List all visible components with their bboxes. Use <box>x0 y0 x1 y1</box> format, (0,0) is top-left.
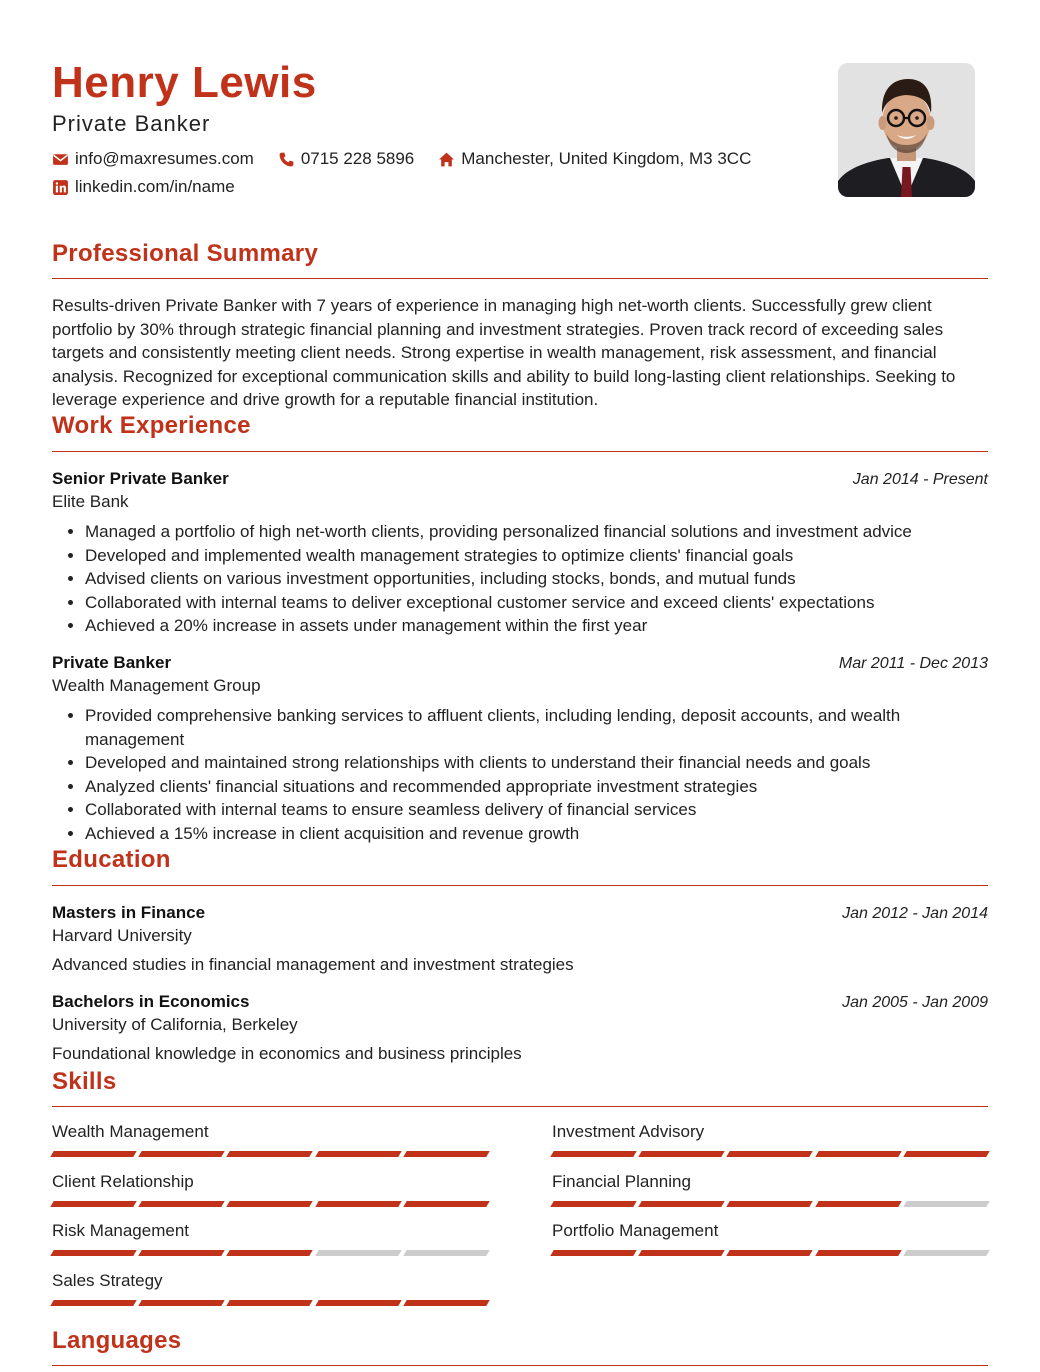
skill-item <box>52 1172 488 1207</box>
skill-segment-filled <box>315 1300 402 1306</box>
contact-row-1 <box>52 149 751 169</box>
linkedin-icon <box>52 179 69 196</box>
education-description: Foundational knowledge in economics and business principles <box>52 1044 522 1063</box>
skill-name: Financial Planning <box>552 1172 691 1191</box>
list-item: • Analyzed clients' financial situations and recommended appropriate investment strategies <box>85 775 988 799</box>
contact-row-2 <box>52 177 235 197</box>
skill-segment-filled <box>315 1201 402 1207</box>
job-dates: Jan 2014 - Present <box>852 471 988 488</box>
experience-entry <box>52 653 988 846</box>
skill-segment-filled <box>550 1250 637 1256</box>
section-title-summary: Professional Summary <box>52 240 319 267</box>
skill-name: Risk Management <box>52 1221 190 1240</box>
skill-name: Portfolio Management <box>552 1221 719 1240</box>
envelope-icon <box>52 151 69 168</box>
contact-linkedin[interactable] <box>52 177 235 197</box>
list-item: • Collaborated with internal teams to deliver exceptional customer service and exceed clients' expectations <box>85 591 988 615</box>
home-icon <box>438 151 455 168</box>
skill-segment-filled <box>815 1201 902 1207</box>
responsibility-list <box>52 704 988 846</box>
skill-level-bar <box>52 1300 488 1306</box>
list-item: • Developed and maintained strong relationships with clients to understand their financial needs and goals <box>85 751 988 775</box>
skill-name: Wealth Management <box>52 1122 209 1141</box>
skill-segment-filled <box>50 1250 137 1256</box>
list-item: • Developed and implemented wealth management strategies to optimize clients' financial goals <box>85 544 988 568</box>
skill-segment-empty <box>403 1250 490 1256</box>
section-divider <box>52 278 988 279</box>
skill-segment-empty <box>315 1250 402 1256</box>
skill-segment-filled <box>227 1151 314 1157</box>
list-item: • Managed a portfolio of high net-worth clients, providing personalized financial solutions and investment advice <box>85 520 988 544</box>
skill-level-bar <box>552 1250 988 1256</box>
contact-location <box>438 149 751 169</box>
skill-segment-filled <box>403 1201 490 1207</box>
section-divider <box>52 451 988 452</box>
skill-item <box>52 1271 488 1306</box>
skill-segment-filled <box>727 1250 814 1256</box>
skill-segment-empty <box>903 1201 990 1207</box>
experience-entry <box>52 469 988 638</box>
section-title-skills: Skills <box>52 1068 117 1095</box>
education-entry <box>52 992 988 1064</box>
skill-segment-filled <box>638 1151 725 1157</box>
skill-segment-empty <box>903 1250 990 1256</box>
skill-level-bar <box>552 1201 988 1207</box>
skill-segment-filled <box>550 1151 637 1157</box>
section-title-education: Education <box>52 846 171 873</box>
skill-segment-filled <box>227 1300 314 1306</box>
skill-name: Sales Strategy <box>52 1271 163 1290</box>
list-item: • Achieved a 20% increase in assets under management within the first year <box>85 614 988 638</box>
list-item: • Advised clients on various investment opportunities, including stocks, bonds, and mutual funds <box>85 567 988 591</box>
skill-segment-filled <box>227 1201 314 1207</box>
company-name: Wealth Management Group <box>52 676 261 695</box>
skill-level-bar <box>52 1250 488 1256</box>
skill-segment-filled <box>815 1250 902 1256</box>
skill-segment-filled <box>315 1151 402 1157</box>
company-name: Elite Bank <box>52 492 129 511</box>
degree-name: Bachelors in Economics <box>52 992 250 1011</box>
skill-segment-filled <box>727 1151 814 1157</box>
skill-segment-filled <box>903 1151 990 1157</box>
section-title-experience: Work Experience <box>52 412 251 439</box>
skill-segment-filled <box>138 1300 225 1306</box>
phone-text: 0715 228 5896 <box>300 149 415 168</box>
linkedin-text: linkedin.com/in/name <box>75 177 235 196</box>
skill-segment-filled <box>638 1250 725 1256</box>
portrait-illustration <box>838 63 975 197</box>
email-text: info@maxresumes.com <box>75 149 254 168</box>
degree-name: Masters in Finance <box>52 903 206 922</box>
skill-name: Investment Advisory <box>552 1122 705 1141</box>
skill-segment-filled <box>50 1201 137 1207</box>
skill-segment-filled <box>815 1151 902 1157</box>
skill-segment-filled <box>50 1300 137 1306</box>
list-item: • Provided comprehensive banking services to affluent clients, including lending, deposit accounts, and wealth management <box>85 704 988 751</box>
section-divider <box>52 1106 988 1107</box>
list-item: • Achieved a 15% increase in client acquisition and revenue growth <box>85 822 988 846</box>
job-position: Private Banker <box>52 653 172 672</box>
skill-segment-filled <box>727 1201 814 1207</box>
skill-segment-filled <box>138 1201 225 1207</box>
skill-segment-filled <box>227 1250 314 1256</box>
job-position: Senior Private Banker <box>52 469 229 488</box>
skill-level-bar <box>52 1201 488 1207</box>
school-name: University of California, Berkeley <box>52 1015 298 1034</box>
education-description: Advanced studies in financial management and investment strategies <box>52 955 574 974</box>
skill-item <box>552 1122 988 1157</box>
section-divider <box>52 1365 988 1366</box>
school-name: Harvard University <box>52 926 192 945</box>
skill-name: Client Relationship <box>52 1172 194 1191</box>
skill-level-bar <box>552 1151 988 1157</box>
candidate-name: Henry Lewis <box>52 58 317 107</box>
section-title-languages: Languages <box>52 1327 182 1354</box>
skill-item <box>552 1172 988 1207</box>
skill-segment-filled <box>638 1201 725 1207</box>
education-dates: Jan 2012 - Jan 2014 <box>842 905 988 922</box>
skill-item <box>552 1221 988 1256</box>
job-title: Private Banker <box>52 111 211 136</box>
skill-segment-filled <box>138 1151 225 1157</box>
skill-item <box>52 1221 488 1256</box>
education-entry <box>52 903 988 975</box>
skill-segment-filled <box>403 1300 490 1306</box>
phone-icon <box>278 151 295 168</box>
location-text: Manchester, United Kingdom, M3 3CC <box>461 149 752 168</box>
list-item: • Collaborated with internal teams to ensure seamless delivery of financial services <box>85 798 988 822</box>
skill-segment-filled <box>50 1151 137 1157</box>
job-dates: Mar 2011 - Dec 2013 <box>838 655 988 672</box>
skill-level-bar <box>52 1151 488 1157</box>
contact-phone[interactable] <box>278 149 414 169</box>
skill-segment-filled <box>138 1250 225 1256</box>
contact-email[interactable] <box>52 149 254 169</box>
skill-item <box>52 1122 488 1157</box>
education-dates: Jan 2005 - Jan 2009 <box>842 994 988 1011</box>
skill-segment-filled <box>550 1201 637 1207</box>
skill-segment-filled <box>403 1151 490 1157</box>
section-divider <box>52 885 988 886</box>
summary-text: Results-driven Private Banker with 7 years of experience in managing high net-worth clients. Successfully grew client portfolio by 30% through strategic financial planning and investment strategies. Proven track record of exceeding sales targets and consistently meeting client needs. Strong expertise in wealth management, risk assessment, and financial analysis. Recognized for exceptional communication skills and ability to build long-lasting client relationships. Seeking to leverage experience and drive growth for a reputable financial institution. <box>52 296 956 410</box>
responsibility-list <box>52 520 988 638</box>
profile-photo <box>838 63 975 197</box>
